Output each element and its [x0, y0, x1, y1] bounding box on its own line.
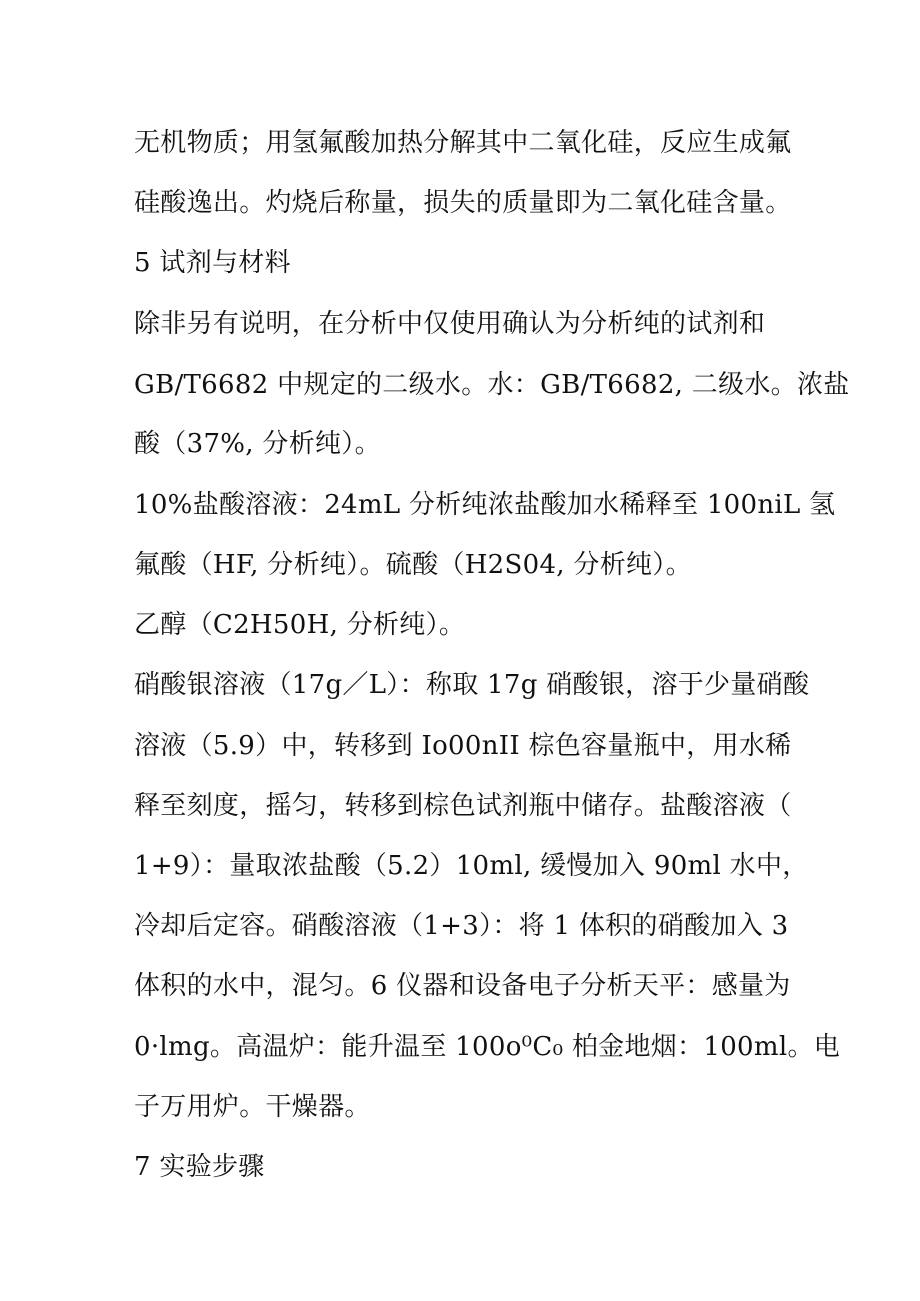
paragraph-line: 1+9）：量取浓盐酸（5.2）10ml, 缓慢加入 90ml 水中， — [134, 851, 809, 881]
paragraph-line: 乙醇（C2H50H, 分析纯）。 — [134, 610, 466, 640]
paragraph-line: 溶液（5.9）中，转移到 Io00nII 棕色容量瓶中，用水稀 — [134, 731, 792, 761]
paragraph-line: 10%盐酸溶液：24mL 分析纯浓盐酸加水稀释至 100niL 氢 — [134, 490, 836, 520]
paragraph-line: 子万用炉。干燥器。 — [134, 1092, 371, 1122]
paragraph-line: 0·lmg。高温炉：能升温至 100o⁰C₀ 柏金地烟：100ml。电 — [134, 1032, 841, 1062]
paragraph-line: 除非另有说明，在分析中仅使用确认为分析纯的试剂和 — [134, 309, 766, 339]
paragraph-line: 冷却后定容。硝酸溶液（1+3）：将 1 体积的硝酸加入 3 — [134, 911, 789, 941]
section-heading: 7 实验步骤 — [134, 1152, 265, 1182]
paragraph-line: 硝酸银溶液（17g／L）：称取 17g 硝酸银，溶于少量硝酸 — [134, 670, 810, 700]
paragraph-line: 酸（37%, 分析纯）。 — [134, 429, 381, 459]
paragraph-line: 硅酸逸出。灼烧后称量，损失的质量即为二氧化硅含量。 — [134, 188, 792, 218]
paragraph-line: 无机物质；用氢氟酸加热分解其中二氧化硅，反应生成氟 — [134, 128, 792, 158]
section-heading: 5 试剂与材料 — [134, 248, 291, 278]
paragraph-line: 氟酸（HF, 分析纯）。硫酸（H2S04, 分析纯）。 — [134, 550, 692, 580]
paragraph-line: GB/T6682 中规定的二级水。水：GB/T6682, 二级水。浓盐 — [134, 370, 850, 400]
paragraph-line: 释至刻度，摇匀，转移到棕色试剂瓶中储存。盐酸溶液（ — [134, 791, 792, 821]
paragraph-line: 体积的水中，混匀。6 仪器和设备电子分析天平：感量为 — [134, 971, 791, 1001]
